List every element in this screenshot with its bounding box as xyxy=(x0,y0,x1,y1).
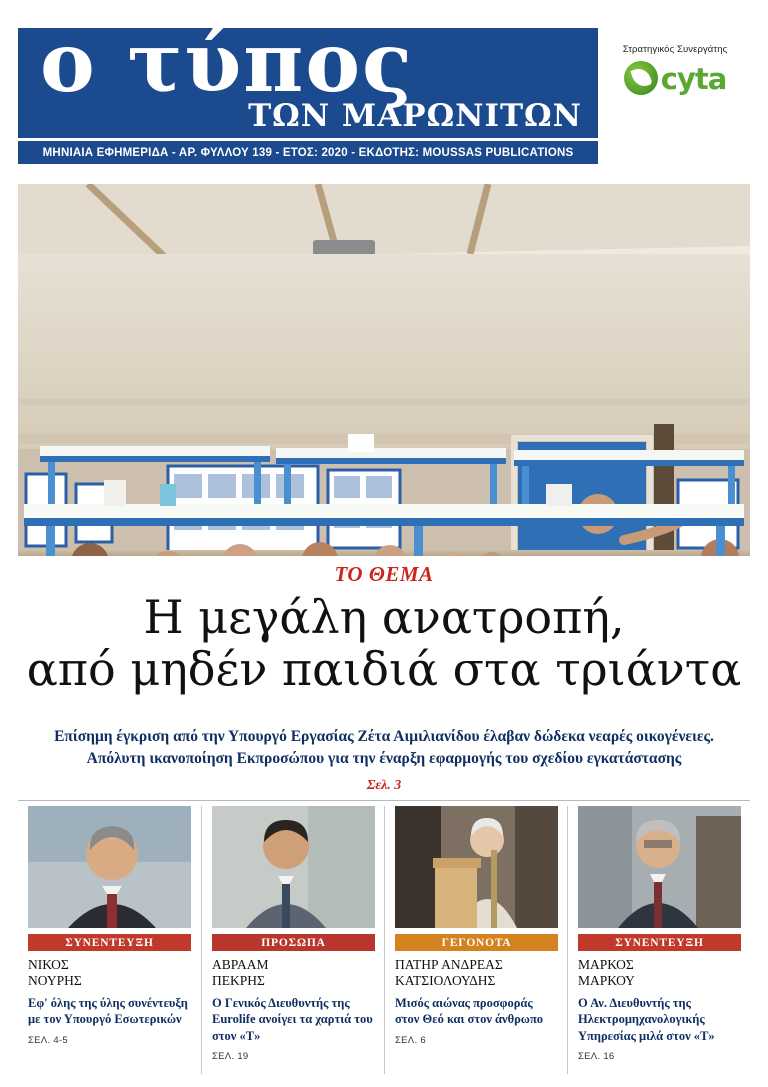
cyta-logo xyxy=(624,61,727,95)
cyta-leaf-icon xyxy=(624,61,658,95)
teaser-name-line-2: ΚΑΤΣΙΟΛΟΥΔΗΣ xyxy=(395,973,496,989)
teaser-name-line-2: ΠΕΚΡΗΣ xyxy=(212,973,265,989)
teaser-name xyxy=(28,957,191,991)
lead-kicker: ΤΟ ΘΕΜΑ xyxy=(334,562,434,586)
partner-block xyxy=(600,44,750,100)
teaser-name-line-2: ΜΑΡΚΟΥ xyxy=(578,973,635,989)
teaser-name xyxy=(578,957,740,991)
teaser-photo xyxy=(212,806,375,928)
hero-photo xyxy=(18,184,750,556)
teaser-page-reference: ΣΕΛ. 4-5 xyxy=(28,1034,68,1046)
lead-deck xyxy=(18,726,750,771)
teaser-page-reference: ΣΕΛ. 19 xyxy=(212,1050,249,1062)
teaser-text: Ο Αν. Διευθυντής της Ηλεκτρομηχανολογικής Υπηρεσίας μιλά στον «Τ» xyxy=(578,996,715,1043)
headline-line-2: από μηδέν παιδιά στα τριάντα xyxy=(26,641,742,696)
teaser-item[interactable] xyxy=(567,806,750,1074)
teaser-item[interactable] xyxy=(18,806,201,1074)
teaser-photo xyxy=(578,806,741,928)
newspaper-title: ο τύπος xyxy=(40,15,414,111)
newspaper-subtitle: ΤΩΝ ΜΑΡΩΝΙΤΩΝ xyxy=(248,98,582,134)
teaser-name-line-1: ΑΒΡΑΑΜ xyxy=(212,957,269,972)
masthead-info-strip: ΜΗΝΙΑΙΑ ΕΦΗΜΕΡΙΔΑ - ΑΡ. ΦΥΛΛΟΥ 139 - ΕΤΟΣ: 2020 - ΕΚΔΟΤΗΣ: MOUSSAS PUBLICATIONS xyxy=(18,141,598,164)
masthead xyxy=(18,15,598,138)
deck-line-2: Απόλυτη ικανοποίηση Εκπροσώπου για την έναρξη εφαρμογής του σχεδίου εγκατάστασης xyxy=(86,750,682,768)
teaser-photo xyxy=(395,806,558,928)
teaser-name xyxy=(212,957,374,991)
teaser-name-line-1: ΜΑΡΚΟΣ xyxy=(578,957,634,972)
teaser-name-line-1: ΝΙΚΟΣ xyxy=(28,957,69,972)
teaser-tag: ΓΕΓΟΝΟΤΑ xyxy=(395,934,558,951)
teaser-name-line-2: ΝΟΥΡΗΣ xyxy=(28,973,82,989)
teaser-name xyxy=(395,957,557,991)
teaser-text: Ο Γενικός Διευθυντής της Eurolife ανοίγει τα χαρτιά του στον «Τ» xyxy=(212,996,373,1043)
lead-headline xyxy=(18,592,750,696)
teaser-tag: ΣΥΝΕΝΤΕΥΞΗ xyxy=(28,934,191,951)
teaser-photo xyxy=(28,806,191,928)
hero-photo-illustration xyxy=(18,184,750,556)
lead-page-reference: Σελ. 3 xyxy=(366,778,402,793)
partner-label: Στρατηγικός Συνεργάτης xyxy=(622,44,728,55)
teaser-item[interactable] xyxy=(201,806,384,1074)
teaser-row xyxy=(18,806,750,1074)
teaser-tag: ΣΥΝΕΝΤΕΥΞΗ xyxy=(578,934,741,951)
headline-line-1: Η μεγάλη ανατροπή, xyxy=(143,590,625,644)
teaser-page-reference: ΣΕΛ. 16 xyxy=(578,1050,615,1062)
teaser-text: Εφ' όλης της ύλης συνέντευξη με τον Υπουργό Εσωτερικών xyxy=(28,996,188,1027)
cyta-wordmark: cyta xyxy=(660,61,727,96)
section-divider xyxy=(18,800,750,801)
teaser-item[interactable] xyxy=(384,806,567,1074)
teaser-tag: ΠΡΟΣΩΠΑ xyxy=(212,934,375,951)
teaser-text: Μισός αιώνας προσφοράς στον Θεό και στον άνθρωπο xyxy=(395,996,544,1027)
teaser-name-line-1: ΠΑΤΗΡ ΑΝΔΡΕΑΣ xyxy=(395,957,503,972)
deck-line-1: Επίσημη έγκριση από την Υπουργό Εργασίας Ζέτα Αιμιλιανίδου έλαβαν δώδεκα νεαρές οικογένειες. xyxy=(54,728,714,745)
teaser-page-reference: ΣΕΛ. 6 xyxy=(395,1034,426,1046)
